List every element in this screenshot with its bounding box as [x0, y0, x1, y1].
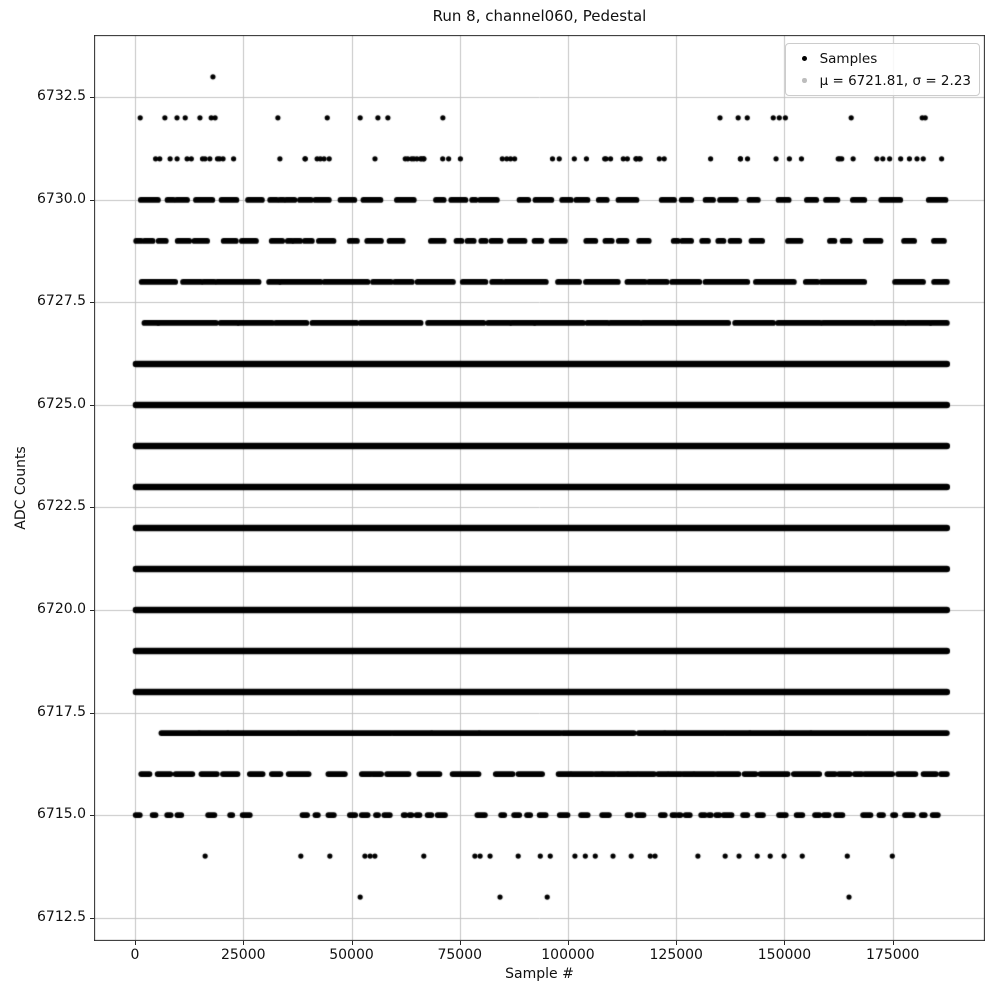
- y-tick-mark: [90, 200, 94, 201]
- y-tick-label: 6715.0: [37, 806, 86, 823]
- chart-title: Run 8, channel060, Pedestal: [432, 7, 647, 25]
- x-tick-label: 150000: [757, 947, 812, 963]
- scatter-plot-canvas: [94, 35, 985, 941]
- x-tick-label: 75000: [437, 947, 483, 963]
- y-tick-mark: [90, 815, 94, 816]
- legend-item-stats: [790, 70, 971, 91]
- x-tick-mark: [352, 941, 353, 945]
- x-tick-label: 125000: [649, 947, 703, 963]
- y-tick-mark: [90, 97, 94, 98]
- y-tick-label: 6720.0: [37, 601, 86, 618]
- x-tick-label: 175000: [866, 947, 920, 963]
- y-tick-label: 6722.5: [37, 498, 86, 515]
- y-tick-mark: [90, 405, 94, 406]
- legend-samples-label: Samples: [819, 50, 878, 67]
- x-tick-mark: [243, 941, 244, 945]
- legend-stats-label: μ = 6721.81, σ = 2.23: [819, 72, 971, 89]
- x-tick-mark: [135, 941, 136, 945]
- x-tick-label: 100000: [541, 947, 595, 963]
- y-tick-mark: [90, 713, 94, 714]
- y-axis-label: ADC Counts: [13, 446, 29, 530]
- legend: [785, 43, 980, 96]
- y-tick-label: 6717.5: [37, 703, 86, 720]
- legend-item-samples: [790, 48, 971, 69]
- x-tick-mark: [460, 941, 461, 945]
- y-tick-label: 6730.0: [37, 190, 86, 207]
- y-tick-mark: [90, 302, 94, 303]
- x-tick-mark: [568, 941, 569, 945]
- x-tick-mark: [893, 941, 894, 945]
- x-axis-label: Sample #: [505, 966, 574, 982]
- y-tick-label: 6727.5: [37, 293, 86, 310]
- x-tick-mark: [784, 941, 785, 945]
- y-tick-label: 6725.0: [37, 395, 86, 412]
- x-tick-label: 25000: [220, 947, 266, 963]
- x-tick-label: 50000: [329, 947, 374, 963]
- y-tick-mark: [90, 610, 94, 611]
- stats-marker-icon: [790, 78, 820, 83]
- y-tick-label: 6732.5: [37, 88, 86, 105]
- x-tick-label: 0: [130, 947, 140, 963]
- plot-area: [94, 35, 985, 941]
- samples-marker-icon: [790, 56, 820, 62]
- x-tick-mark: [676, 941, 677, 945]
- y-tick-label: 6712.5: [37, 908, 86, 925]
- y-tick-mark: [90, 918, 94, 919]
- y-tick-mark: [90, 507, 94, 508]
